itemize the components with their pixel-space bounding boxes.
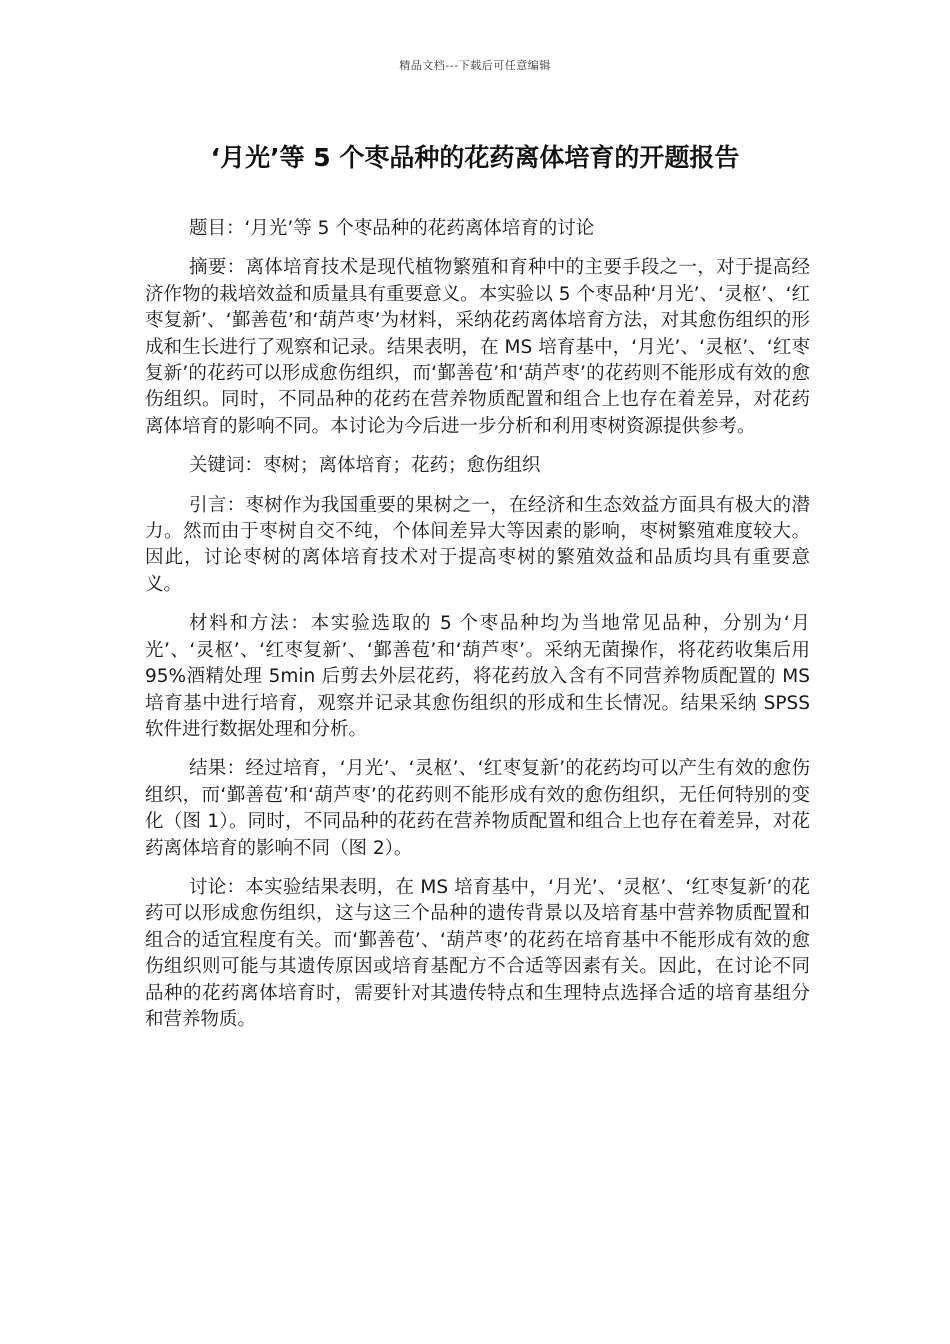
document-title: ‘月光’等 5 个枣品种的花药离体培育的开题报告: [210, 143, 740, 172]
paragraph-label: 结果：: [189, 758, 246, 780]
paragraph-results: [145, 756, 810, 862]
paragraph-label: 题目：: [189, 218, 245, 239]
header-note: 精品文档---下载后可任意编辑: [399, 59, 551, 72]
paragraph-text: 本实验结果表明，在 MS 培育基中，‘月光’、‘灵枢’、‘红枣复新’的花药可以形成愈伤组织，这与这三个品种的遗传背景以及培育基中营养物质配置和组合的适宜程度有关。而‘鄞善苞’、‘葫芦枣’的花药在培育基中不能形成有效的愈伤组织则可能与其遗传原因或培育基配方不合适等因素有关。因此，在讨论不同品种的花药离体培育时，需要针对其遗传特点和生理特点选择合适的培育基组分和营养物质。: [145, 876, 810, 1030]
paragraph-discussion: [145, 875, 810, 1033]
paragraph-label: 材料和方法：: [189, 613, 311, 635]
paragraph-text: ‘月光’等 5 个枣品种的花药离体培育的讨论: [244, 218, 595, 239]
paragraph-text: 离体培育技术是现代植物繁殖和育种中的主要手段之一，对于提高经济作物的栽培效益和质量具有重要意义。本实验以 5 个枣品种‘月光’、‘灵枢’、‘红枣复新’、‘鄞善苞’和‘葫芦枣’为材料，采纳花药离体培育方法，对其愈伤组织的形成和生长进行了观察和记录。结果表明，在 MS 培育基中，‘月光’、‘灵枢’、‘红枣复新’的花药可以形成愈伤组织，而‘鄞善苞’和‘葫芦枣’的花药则不能形成有效的愈伤组织。同时，不同品种的花药在营养物质配置和组合上也存在着差异，对花药离体培育的影响不同。本讨论为今后进一步分析和利用枣树资源提供参考。: [145, 257, 810, 437]
paragraph-introduction: [145, 493, 810, 599]
paragraph-label: 讨论：: [189, 876, 246, 898]
paragraph-keywords: [145, 453, 810, 479]
document-body: [145, 216, 810, 1046]
paragraph-topic: [145, 216, 810, 242]
paragraph-text: 枣树；离体培育；花药；愈伤组织: [263, 455, 541, 477]
paragraph-label: 关键词：: [189, 455, 264, 477]
paragraph-abstract: [145, 255, 810, 440]
paragraph-methods: [145, 611, 810, 743]
paragraph-label: 引言：: [189, 494, 246, 516]
paragraph-text: 经过培育，‘月光’、‘灵枢’、‘红枣复新’的花药均可以产生有效的愈伤组织，而‘鄞善苞’和‘葫芦枣’的花药则不能形成有效的愈伤组织，无任何特别的变化（图 1）。同时，不同品种的花药在营养物质配置和组合上也存在着差异，对花药离体培育的影响不同（图 2）。: [145, 758, 810, 859]
paragraph-text: 本实验选取的 5 个枣品种均为当地常见品种，分别为‘月光’、‘灵枢’、‘红枣复新’、‘鄞善苞’和‘葫芦枣’。采纳无菌操作，将花药收集后用 95%酒精处理 5min 后剪去外层花药，将花药放入含有不同营养物质配置的 MS 培育基中进行培育，观察并记录其愈伤组织的形成和生长情况。结果采纳 SPSS 软件进行数据处理和分析。: [145, 613, 810, 740]
paragraph-text: 枣树作为我国重要的果树之一，在经济和生态效益方面具有极大的潜力。然而由于枣树自交不纯，个体间差异大等因素的影响，枣树繁殖难度较大。因此，讨论枣树的离体培育技术对于提高枣树的繁殖效益和品质均具有重要意义。: [145, 494, 810, 595]
paragraph-label: 摘要：: [189, 257, 246, 279]
